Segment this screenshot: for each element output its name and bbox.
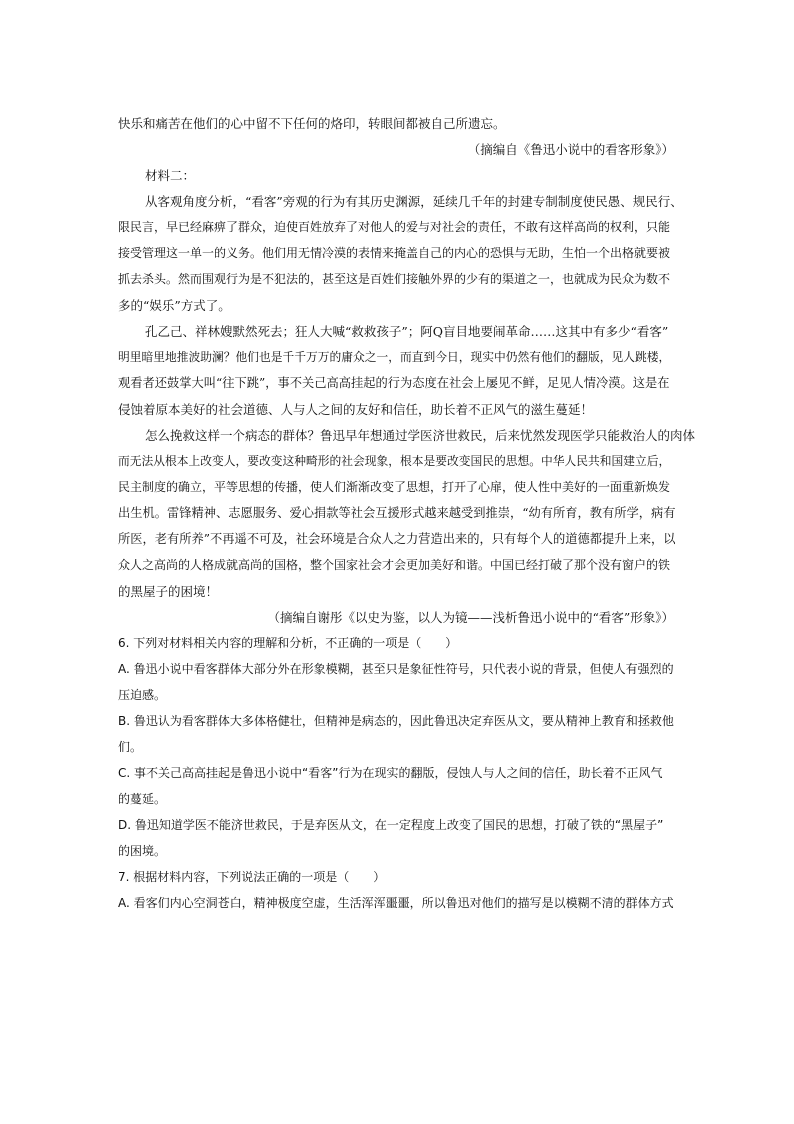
q6-option-b: B. 鲁迅认为看客群体大多体格健壮，但精神是病态的，因此鲁迅决定弃医从文，要从精神上教育和拯救他 <box>118 714 674 728</box>
paragraph-line: 孔乙己、祥林嫂默然死去；狂人大喊“救救孩子”；阿Q盲目地要闹革命……这其中有多少“看客” <box>145 324 669 339</box>
paragraph-line: 侵蚀着原本美好的社会道德、人与人之间的友好和信任，助长着不正风气的滋生蔓延！ <box>118 402 594 417</box>
paragraph-line: 接受管理这一单一的义务。他们用无情冷漠的表情来掩盖自己的内心的恐惧与无助，生怕一个出格就要被 <box>118 246 671 260</box>
q6-option-c: C. 事不关己高高挂起是鲁迅小说中“看客”行为在现实的翻版，侵蚀人与人之间的信任，助长着不正风气 <box>118 766 663 780</box>
q7-option-a: A. 看客们内心空洞苍白，精神极度空虚，生活浑浑噩噩，所以鲁迅对他们的描写是以模糊不清的群体方式 <box>118 896 674 910</box>
q6-option-d: D. 鲁迅知道学医不能济世救民，于是弃医从文，在一定程度上改变了国民的思想，打破了铁的“黑屋子” <box>118 818 664 832</box>
question-6-stem: 6. 下列对材料相关内容的理解和分析，不正确的一项是（ ） <box>118 636 458 650</box>
paragraph-line: 的黑屋子的困境！ <box>118 584 219 599</box>
paragraph-line: 观看者还鼓掌大叫“往下跳”，事不关己高高挂起的行为态度在社会上屡见不鲜，足见人情冷漠。这是在 <box>118 376 670 390</box>
material1-source: （摘编自《鲁迅小说中的看客形象》） <box>467 142 674 157</box>
question-7-stem: 7. 根据材料内容，下列说法正确的一项是（ ） <box>118 870 386 884</box>
paragraph-line: 从客观角度分析，“看客”旁观的行为有其历史渊源，延续几千年的封建专制制度使民愚、规民行、 <box>145 194 683 209</box>
q6-option-b-cont: 们。 <box>118 740 143 754</box>
paragraph-line: 限民言，早已经麻痹了群众，迫使百姓放弃了对他人的爱与对社会的责任，不敢有这样高尚的权利，只能 <box>118 220 671 234</box>
paragraph-line: 多的“娱乐”方式了。 <box>118 298 231 313</box>
paragraph-line: 明里暗里地推波助澜？他们也是千千万万的庸众之一，而直到今日，现实中仍然有他们的翻版，见人跳楼， <box>118 350 671 364</box>
paragraph-line: 众人之高尚的人格成就高尚的国格，整个国家社会才会更加美好和谐。中国已经打破了那个没有窗户的铁 <box>118 558 671 572</box>
q6-option-c-cont: 的蔓延。 <box>118 792 167 806</box>
material2-heading: 材料二： <box>145 168 196 183</box>
material1-last-line: 快乐和痛苦在他们的心中留不下任何的烙印，转眼间都被自己所遗忘。 <box>118 116 506 131</box>
q6-option-a: A. 鲁迅小说中看客群体大部分外在形象模糊，甚至只是象征性符号，只代表小说的背景，但使人有强烈的 <box>118 662 674 676</box>
material2-source: （摘编自谢彤《以史为鉴，以人为镜——浅析鲁迅小说中的“看客”形象》） <box>267 610 674 625</box>
q6-option-a-cont: 压迫感。 <box>118 688 167 702</box>
paragraph-line: 抓去杀头。然而围观行为是不犯法的，甚至这是百姓们接触外界的少有的渠道之一，也就成为民众为数不 <box>118 272 671 286</box>
paragraph-line: 所医，老有所养”不再遥不可及，社会环境是合众人之力营造出来的，只有每个人的道德都提升上来，以 <box>118 532 676 546</box>
paragraph-line: 民主制度的确立，平等思想的传播，使人们渐渐改变了思想，打开了心扉，使人性中美好的一面重新焕发 <box>118 480 671 494</box>
paragraph-line: 而无法从根本上改变人，要改变这种畸形的社会现象，根本是要改变国民的思想。中华人民共和国建立后， <box>118 454 671 468</box>
q6-option-d-cont: 的困境。 <box>118 844 167 858</box>
paragraph-line: 出生机。雷锋精神、志愿服务、爱心捐款等社会互援形式越来越受到推崇，“幼有所育，教有所学，病有 <box>118 506 676 520</box>
paragraph-line: 怎么挽救这样一个病态的群体？鲁迅早年想通过学医济世救民，后来忧然发现医学只能救治人的肉体 <box>145 428 696 443</box>
